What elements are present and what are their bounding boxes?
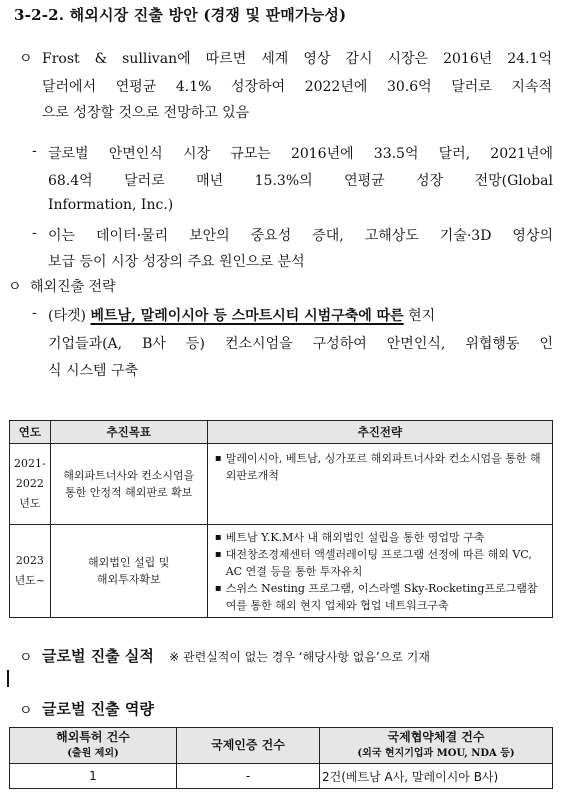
text-cursor [7,670,9,687]
year-cell: 2021- 2022 년도 [10,444,51,525]
target-line-2: 기업들과(A, B사 등) 컨소시엄을 구성하여 안면인식, 위협행동 인 [48,336,553,352]
goal-cell: 해외파트너사와 컨소시엄을 통한 안정적 해외판로 확보 [50,444,207,525]
col-header-strategy: 추진전략 [207,421,552,444]
col-header-agreements [320,728,553,764]
table-row [10,525,553,618]
cause-line-1: 이는 데이터·물리 보안의 중요성 증대, 고해상도 기술·3D 영상의 [48,228,553,244]
patents-value: 1 [10,764,177,789]
agreements-header-main: 국제협약체결 건수 [387,730,485,744]
year-cell: 2023 년도~ [10,525,51,618]
target-suffix: 현지 [403,308,436,324]
circle-bullet: ㅇ [19,51,33,67]
face-market-line-1: 글로벌 안면인식 시장 규모는 2016년에 33.5억 달러, 2021년에 [48,146,553,162]
market-text-line-3: 으로 성장할 것으로 전망하고 있음 [42,105,250,121]
cause-line-2: 보급 등이 시장 성장의 주요 원인으로 분석 [48,254,305,270]
table-row [10,444,553,525]
target-line-1 [48,305,435,325]
col-header-patents [10,728,177,764]
strategy-table [9,420,553,618]
face-market-line-2: 68.4억 달러로 매년 15.3%의 연평균 성장 전망(Global [48,173,553,189]
strategy-item: ▪ 베트남 Y.K.M사 내 해외법인 설립을 통한 영업망 구축 [226,529,548,546]
target-highlight: 베트남, 말레이시아 등 스마트시티 시범구축에 따른 [90,308,404,324]
strategy-heading: 해외진출 전략 [30,279,116,295]
strategy-item: ▪ 스위스 Nesting 프로그램, 이스라엘 Sky-Rocketing프로그램참여를 통한 해외 현지 업체와 협업 네트워크구축 [226,580,548,614]
strategy-cell [207,525,552,618]
dash-bullet: - [32,143,37,159]
dash-bullet: - [32,305,37,321]
patents-header-main: 해외특허 건수 [56,730,130,744]
section-title: 3-2-2. 해외시장 진출 방안 (경쟁 및 판매가능성) [14,6,347,24]
global-results-heading [42,645,430,666]
certifications-value: - [177,764,320,789]
table-row [10,764,553,789]
strategy-table-header [10,421,553,444]
col-header-certifications [177,728,320,764]
global-capability-heading: 글로벌 진출 역량 [42,700,154,718]
capability-table [9,727,553,789]
target-prefix: (타겟) [48,308,91,324]
market-text-line-1: Frost & sullivan에 따르면 세계 영상 감시 시장은 2016년 24.1억 [42,51,552,67]
strategy-item: ▪ 말레이시아, 베트남, 싱가포르 해외파트너사와 컨소시엄을 통한 해외판로개척 [226,450,548,484]
capability-table-header [10,728,553,764]
strategy-item: ▪ 대전창조경제센터 액셀러레이팅 프로그램 선정에 따른 해외 VC, AC 연결 등을 통한 투자유치 [226,546,548,580]
agreements-value: 2건(베트남 A사, 말레이시아 B사) [320,764,553,789]
col-header-goal: 추진목표 [50,421,207,444]
target-line-3: 식 시스템 구축 [48,363,139,379]
market-text-line-2: 달러에서 연평균 4.1% 성장하여 2022년에 30.6억 달러로 지속적 [42,79,552,95]
certifications-header-main: 국제인증 건수 [211,738,285,752]
agreements-header-sub: (외국 현지기업과 MOU, NDA 등) [357,748,515,759]
dash-bullet: - [32,225,37,241]
strategy-cell [207,444,552,525]
circle-bullet: ㅇ [19,703,33,719]
col-header-year: 연도 [10,421,51,444]
face-market-line-3: Information, Inc.) [48,197,174,213]
circle-bullet: ㅇ [19,650,33,666]
circle-bullet: ㅇ [8,279,22,295]
goal-cell: 해외법인 설립 및 해외투자확보 [50,525,207,618]
global-results-note: ※ 관련실적이 없는 경우 ‘해당사항 없음’으로 기재 [169,650,430,664]
global-results-title: 글로벌 진출 실적 [42,647,154,665]
patents-header-sub: (출원 제외) [67,748,119,759]
